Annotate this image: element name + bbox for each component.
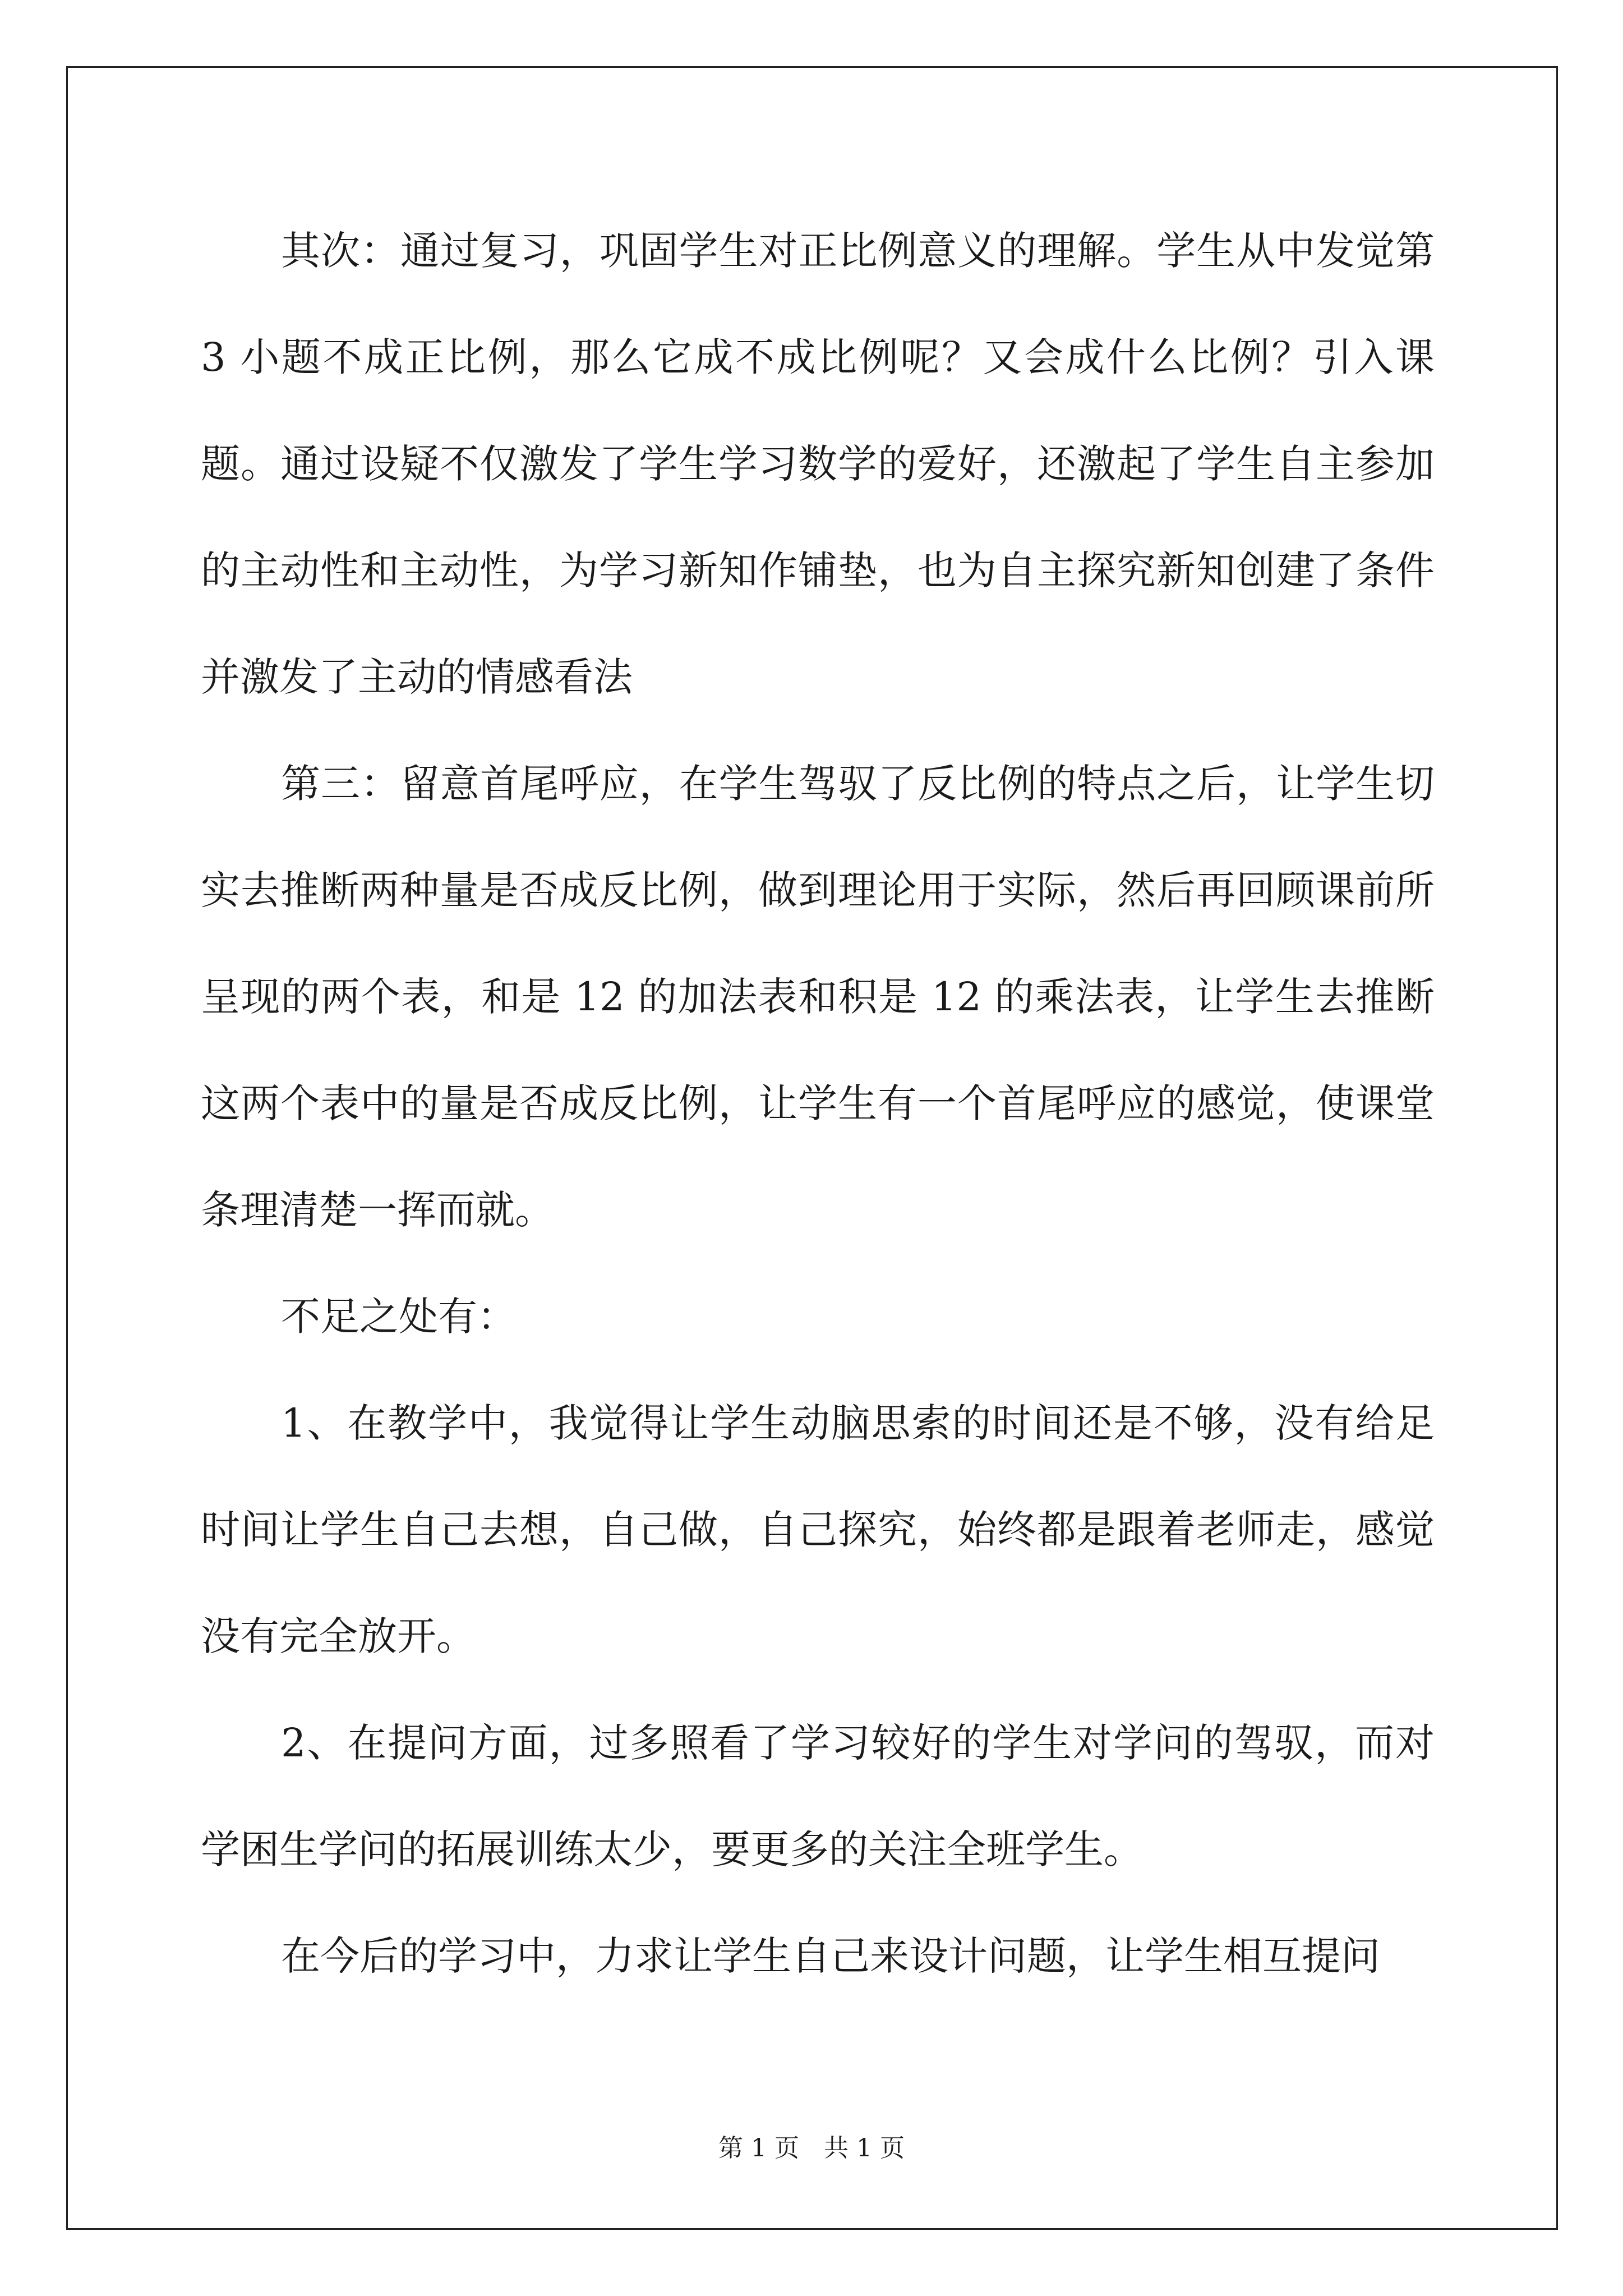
paragraph-3: 不足之处有： <box>281 1294 517 1340</box>
paragraph-4: 1、在教学中，我觉得让学生动脑思索的时间还是不够，没有给足时间让学生自己去想，自己做，自己探究，始终都是跟着老师走，感觉没有完全放开。 <box>201 1400 1435 1659</box>
paragraph-1: 其次：通过复习，巩固学生对正比例意义的理解。学生从中发觉第 3 小题不成正比例，那么它成不成比例呢？又会成什么比例？引入课题。通过设疑不仅激发了学生学习数学的爱好，还激起了学生自主参加的主动性和主动性，为学习新知作铺垫，也为自主探究新知创建了条件并激发了主动的情感看法 <box>201 228 1435 700</box>
document-body <box>201 197 1435 2009</box>
page-footer: 第 1 页 共 1 页 <box>718 2134 905 2162</box>
paragraph-5: 2、在提问方面，过多照看了学习较好的学生对学问的驾驭，而对学困生学问的拓展训练太少，要更多的关注全班学生。 <box>201 1720 1435 1872</box>
paragraph-2: 第三：留意首尾呼应，在学生驾驭了反比例的特点之后，让学生切实去推断两种量是否成反比例，做到理论用于实际，然后再回顾课前所呈现的两个表，和是 12 的加法表和积是 12 的乘法表，让学生去推断这两个表中的量是否成反比例，让学生有一个首尾呼应的感觉，使课堂条理清楚一挥而就。 <box>201 761 1435 1233</box>
paragraph-6: 在今后的学习中，力求让学生自己来设计问题，让学生相互提问 <box>281 1933 1380 1979</box>
